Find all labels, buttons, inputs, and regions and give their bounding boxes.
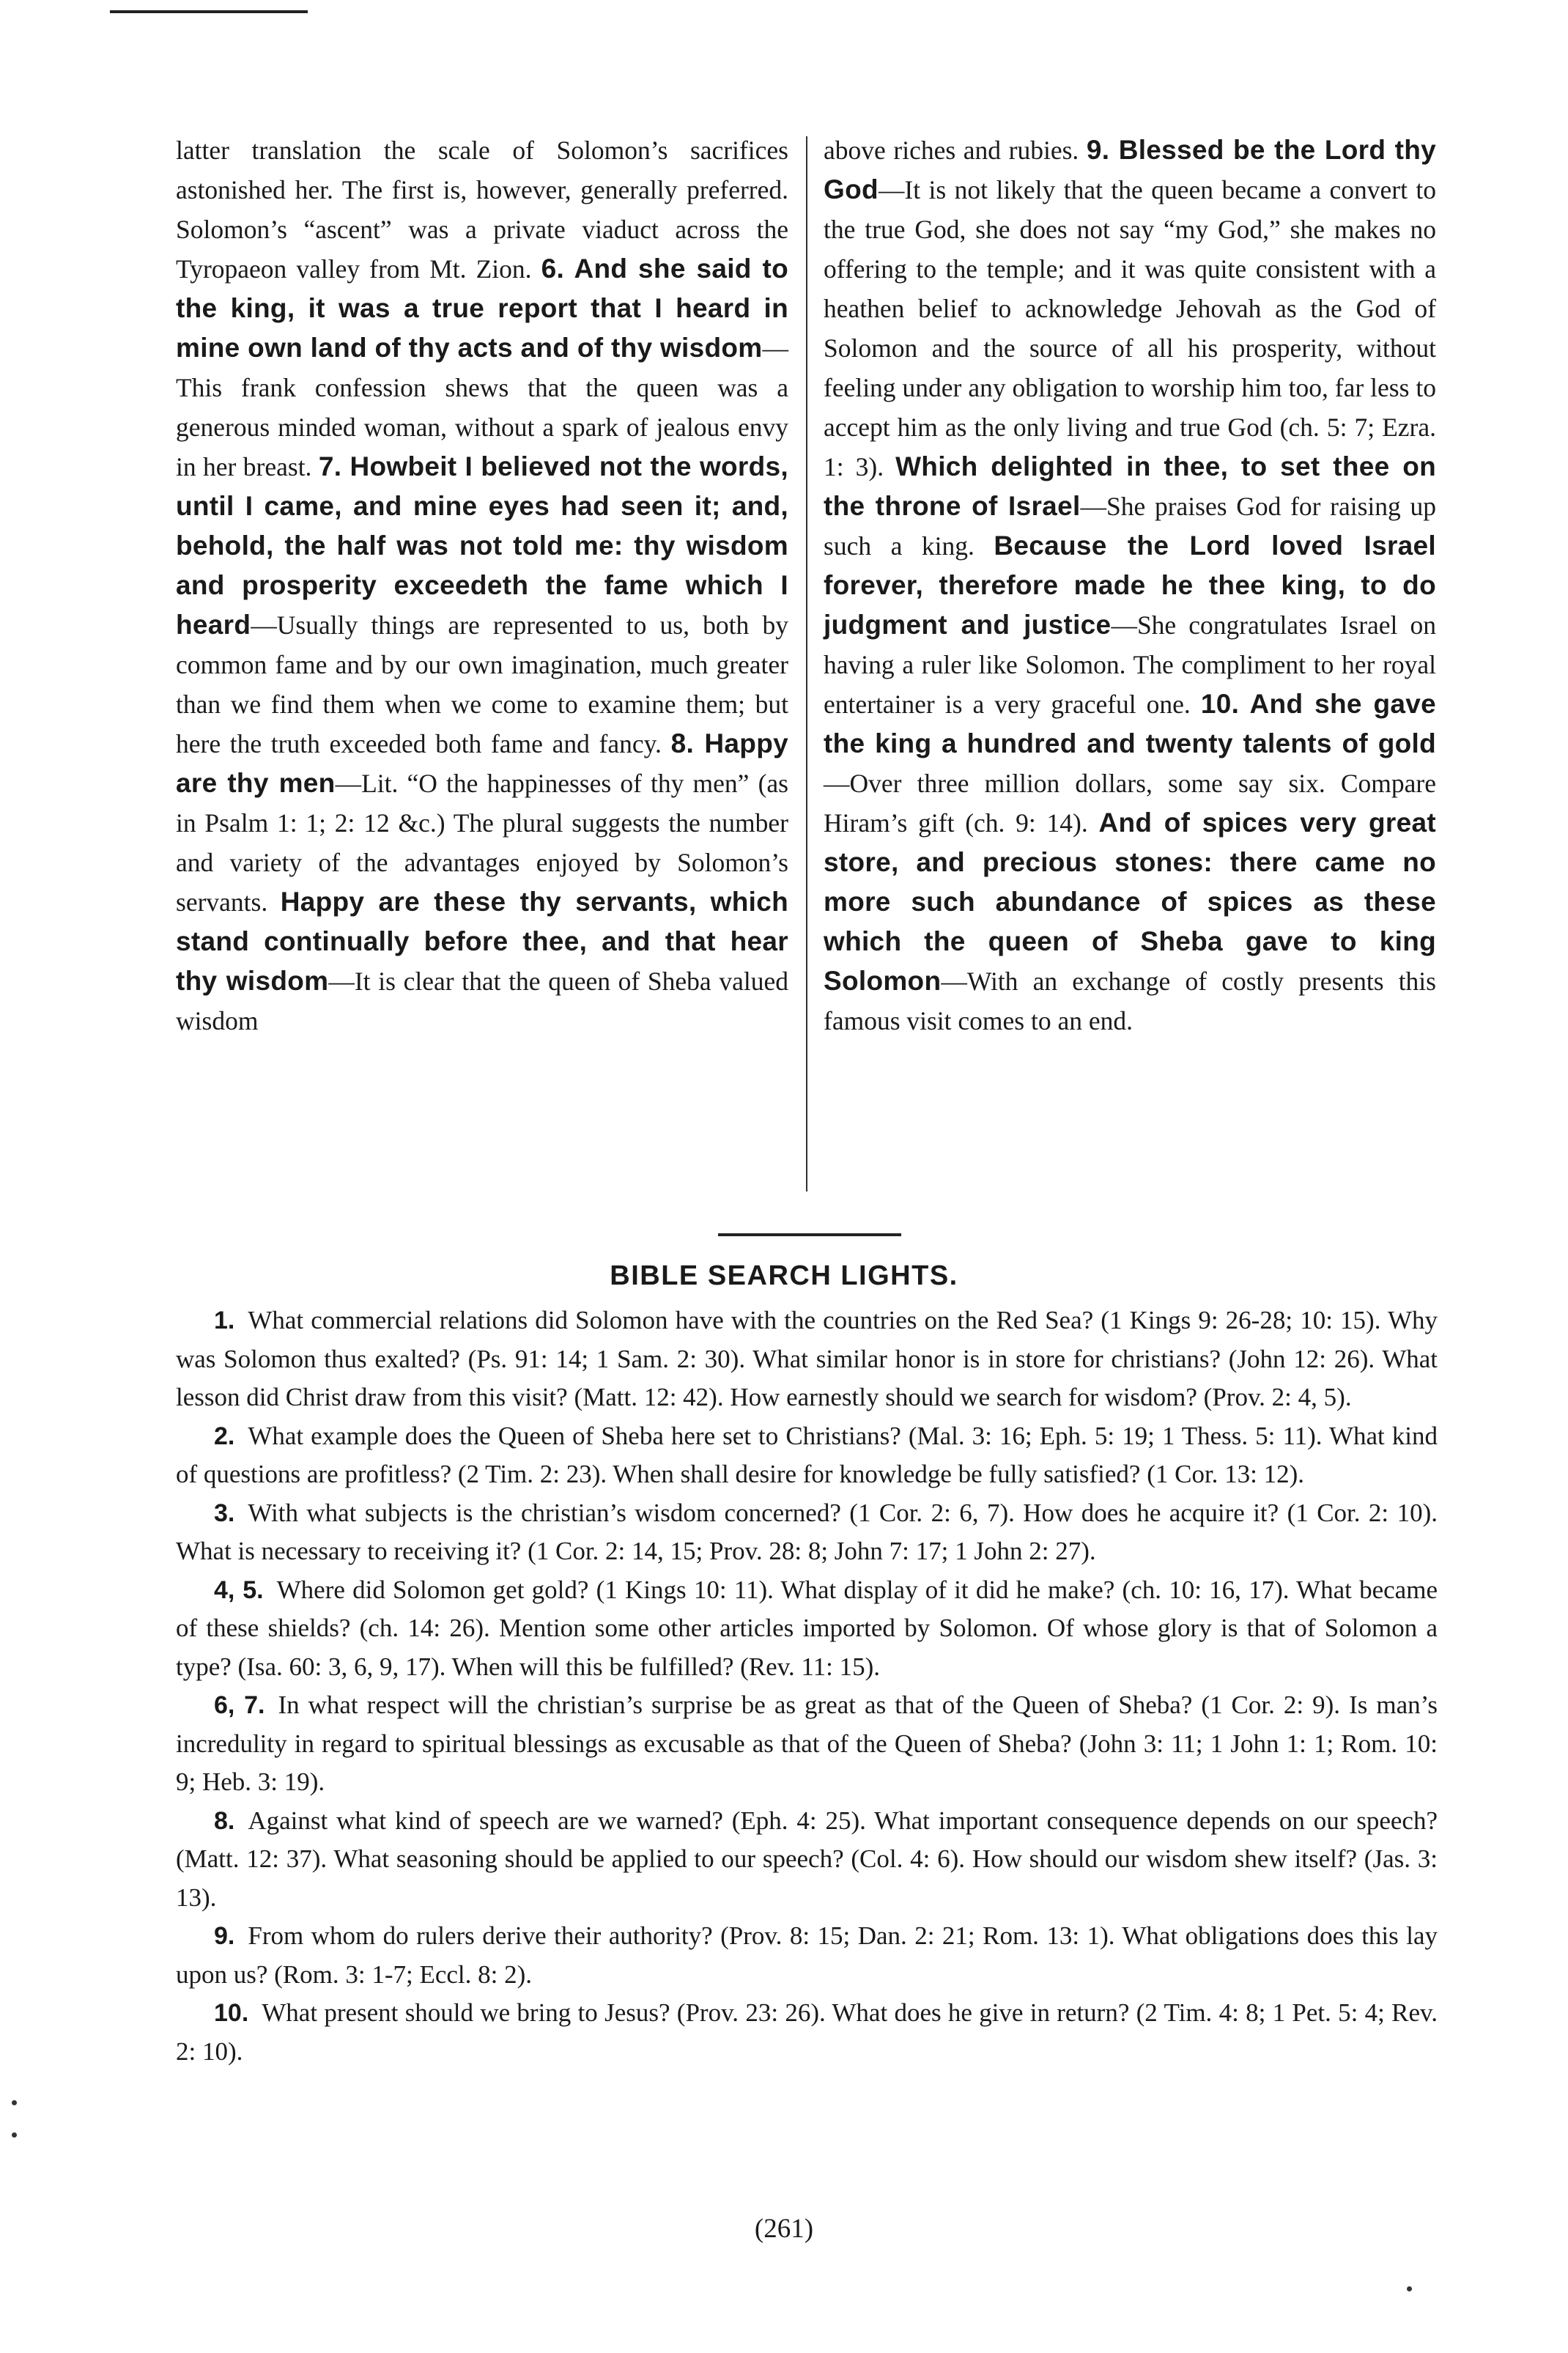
- right-column-text: [824, 130, 1436, 1041]
- question-text: From whom do rulers derive their authority? (Prov. 8: 15; Dan. 2: 21; Rom. 13: 1). What obligations does this lay upon us? (Rom. 3: 1-7; Eccl. 8: 2).: [176, 1921, 1438, 1989]
- question-number: 6, 7.: [214, 1691, 265, 1719]
- commentary-text: above riches and rubies.: [824, 136, 1087, 165]
- verse-heading: 10. And she gave the king a hundred and twenty talents of gold: [824, 689, 1436, 758]
- question-item: [176, 1686, 1438, 1802]
- question-number: 4, 5.: [214, 1576, 264, 1604]
- question-item: [176, 1802, 1438, 1918]
- commentary-columns: [176, 130, 1438, 1202]
- question-number: 10.: [214, 1999, 249, 2027]
- question-item: [176, 1994, 1438, 2071]
- commentary-text: —Lit. “O the happinesses of thy men” (as in Psalm 1: 1; 2: 12 &c.) The plural suggests the number and variety of the advantages enjoyed by Solomon’s servants.: [176, 769, 788, 917]
- verse-heading: 7. Howbeit I believed not the words, until I came, and mine eyes had seen it; and, behold, the half was not told me: thy wisdom and prosperity exceedeth the fame which I heard: [176, 451, 788, 640]
- page-number: (261): [754, 2214, 814, 2244]
- commentary-text: —This frank confession shews that the queen was a generous minded woman, without a spark of jealous envy in her breast.: [176, 333, 788, 481]
- margin-dot: [12, 2132, 17, 2138]
- commentary-text: —She praises God for raising up such a king.: [824, 492, 1436, 561]
- question-text: Against what kind of speech are we warned? (Eph. 4: 25). What important consequence depends on our speech? (Matt. 12: 37). What seasoning should be applied to our speech? (Col. 4: 6). How should our wisdom shew itself? (Jas. 3: 13).: [176, 1806, 1438, 1912]
- question-item: [176, 1917, 1438, 1994]
- question-number: 3.: [214, 1499, 235, 1527]
- question-text: Where did Solomon get gold? (1 Kings 10: 11). What display of it did he make? (ch. 10: 16, 17). What became of these shields? (ch. 14: 26). Mention some other articles imported by Solomon. Of whose glory is that of Solomon a type? (Isa. 60: 3, 6, 9, 17). When will this be fulfilled? (Rev. 11: 15).: [176, 1575, 1438, 1681]
- commentary-text: —Over three million dollars, some say six. Compare Hiram’s gift (ch. 9: 14).: [824, 769, 1436, 838]
- verse-heading: Happy are these thy servants, which stand continually before thee, and that hear thy wisdom: [176, 887, 788, 996]
- question-text: In what respect will the christian’s surprise be as great as that of the Queen of Sheba? (1 Cor. 2: 9). Is man’s incredulity in regard to spiritual blessings as excusable as that of the Queen of Sheba? (John 3: 11; 1 John 1: 1; Rom. 10: 9; Heb. 3: 19).: [176, 1691, 1438, 1796]
- question-number: 9.: [214, 1922, 235, 1950]
- question-number: 8.: [214, 1806, 235, 1835]
- right-column: [824, 130, 1436, 1202]
- question-number: 1.: [214, 1307, 235, 1334]
- section-rule: [718, 1233, 901, 1236]
- margin-dot: [12, 2100, 17, 2105]
- verse-heading: 6. And she said to the king, it was a true report that I heard in mine own land of thy acts and of thy wisdom: [176, 254, 788, 363]
- commentary-text: —She congratulates Israel on having a ruler like Solomon. The compliment to her royal entertainer is a very graceful one.: [824, 610, 1436, 719]
- column-divider: [806, 136, 807, 1192]
- question-text: What present should we bring to Jesus? (Prov. 23: 26). What does he give in return? (2 Tim. 4: 8; 1 Pet. 5: 4; Rev. 2: 10).: [176, 1998, 1438, 2066]
- question-item: [176, 1494, 1438, 1571]
- question-item: [176, 1417, 1438, 1494]
- questions-list: [176, 1301, 1438, 2071]
- question-text: With what subjects is the christian’s wisdom concerned? (1 Cor. 2: 6, 7). How does he acquire it? (1 Cor. 2: 10). What is necessary to receiving it? (1 Cor. 2: 14, 15; Prov. 28: 8; John 7: 17; 1 John 2: 27).: [176, 1498, 1438, 1565]
- verse-heading: 8. Happy are thy men: [176, 728, 788, 798]
- verse-heading: And of spices very great store, and precious stones: there came no more such abundance of spices as these which the queen of Sheba gave to king Solomon: [824, 808, 1436, 996]
- commentary-text: —With an exchange of costly presents this famous visit comes to an end.: [824, 967, 1436, 1035]
- question-item: [176, 1571, 1438, 1687]
- question-text: What example does the Queen of Sheba here set to Christians? (Mal. 3: 16; Eph. 5: 19; 1 Thess. 5: 11). What kind of questions are profitless? (2 Tim. 2: 23). When shall desire for knowledge be fully satisfied? (1 Cor. 13: 12).: [176, 1421, 1438, 1488]
- verse-heading: Because the Lord loved Israel forever, therefore made he thee king, to do judgment and justice: [824, 531, 1436, 640]
- verse-heading: 9. Blessed be the Lord thy God: [824, 135, 1436, 204]
- question-text: What commercial relations did Solomon have with the countries on the Red Sea? (1 Kings 9: 26-28; 10: 15). Why was Solomon thus exalted? (Ps. 91: 14; 1 Sam. 2: 30). What similar honor is in store for christians? (John 12: 26). What lesson did Christ draw from this visit? (Matt. 12: 42). How earnestly should we search for wisdom? (Prov. 2: 4, 5).: [176, 1306, 1438, 1411]
- commentary-text: latter translation the scale of Solomon’s sacrifices astonished her. The first is, however, generally preferred. Solomon’s “ascent” was a private viaduct across the Tyropaeon valley from Mt. Zion.: [176, 136, 788, 284]
- section-title: BIBLE SEARCH LIGHTS.: [610, 1260, 958, 1291]
- question-item: [176, 1301, 1438, 1417]
- top-rule: [110, 10, 308, 13]
- commentary-text: —It is clear that the queen of Sheba valued wisdom: [176, 967, 788, 1035]
- commentary-text: —It is not likely that the queen became a convert to the true God, she does not say “my God,” she makes no offering to the temple; and it was quite consistent with a heathen belief to acknowledge Jehovah as the God of Solomon and the source of all his prosperity, without feeling under any obligation to worship him too, far less to accept him as the only living and true God (ch. 5: 7; Ezra. 1: 3).: [824, 175, 1436, 481]
- verse-heading: Which delighted in thee, to set thee on the throne of Israel: [824, 451, 1436, 521]
- question-number: 2.: [214, 1422, 235, 1450]
- margin-dot: [1407, 2286, 1412, 2291]
- commentary-text: —Usually things are represented to us, both by common fame and by our own imagination, much greater than we find them when we come to examine them; but here the truth exceeded both fame and fancy.: [176, 610, 788, 758]
- left-column-text: [176, 130, 788, 1041]
- left-column: [176, 130, 788, 1202]
